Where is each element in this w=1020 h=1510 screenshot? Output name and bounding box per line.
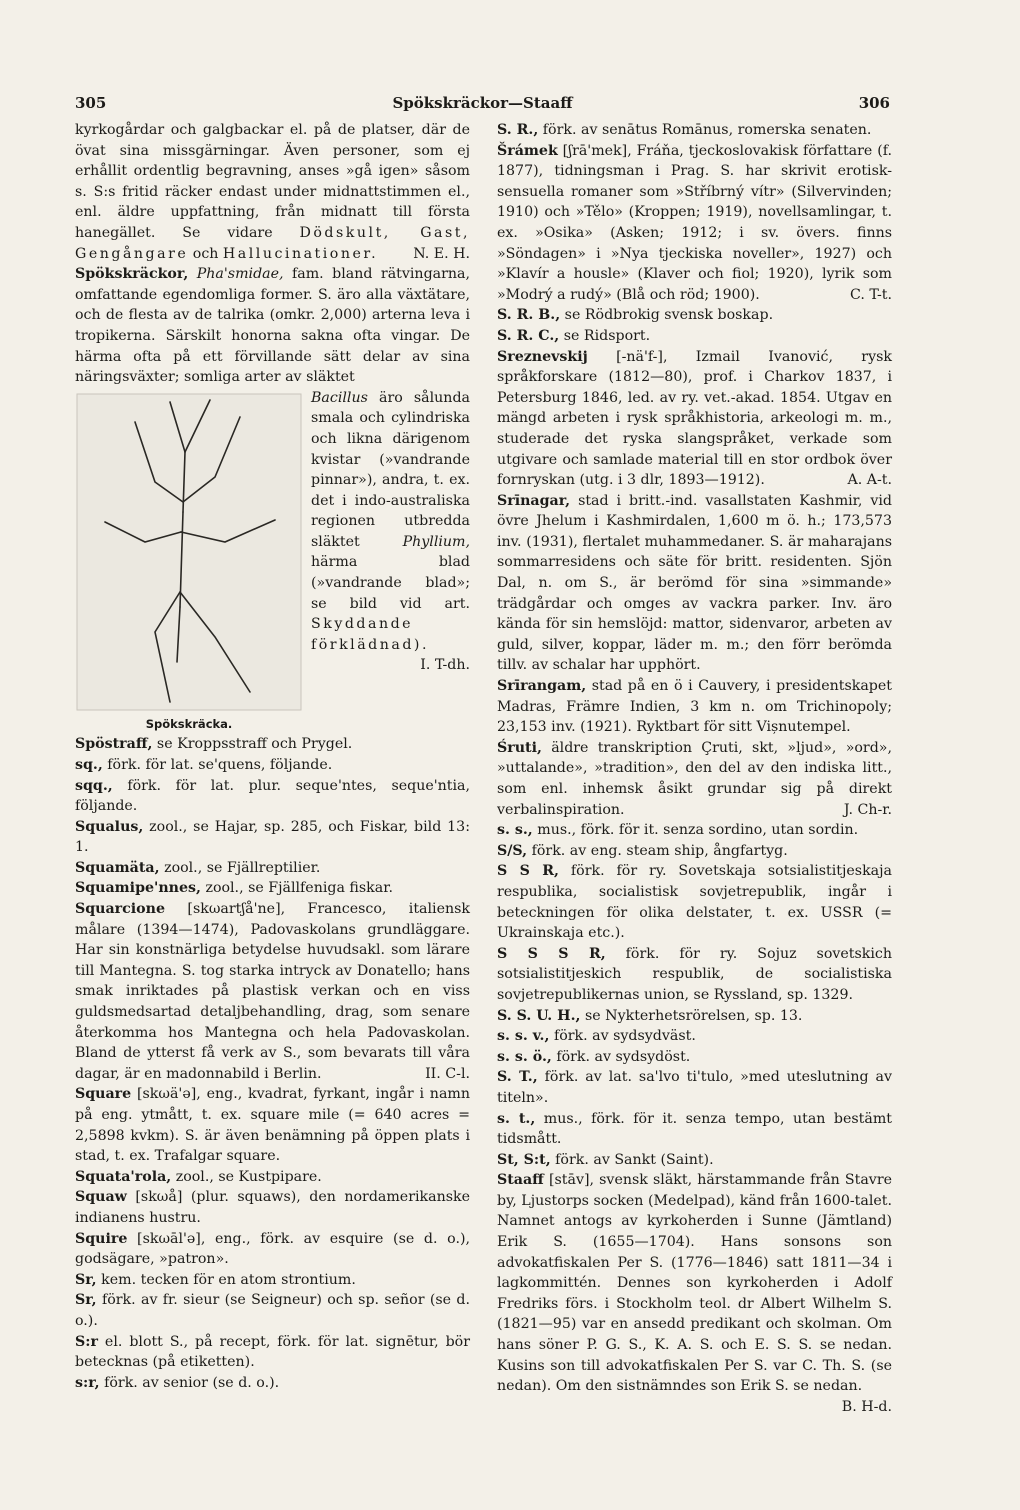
dictionary-entry (497, 141, 892, 306)
entry-text: förk. för lat. se'quens, följande. (102, 756, 333, 773)
left-column (75, 120, 470, 1393)
dictionary-entry (75, 1084, 470, 1166)
entry-headword: S. R. C., (497, 327, 560, 344)
entry-headword: s. t., (497, 1110, 536, 1127)
entry-headword: S S R, (497, 863, 559, 880)
dictionary-entry (497, 1150, 892, 1171)
entry-text: zool., se Fjällfeniga fiskar. (200, 880, 393, 897)
dictionary-entry (75, 776, 470, 817)
dictionary-entry (497, 1047, 892, 1068)
entry-text: äldre transkription Çruti, skt, »ljud», »ord», »uttalande», »tradition», den del av den indiska litt., som enl. inhemsk åsikt grundar sig på direkt verbalinspiration. (497, 739, 892, 818)
entry-headword: Srīrangam, (497, 678, 587, 695)
entry-headword: sqq., (75, 777, 113, 794)
dictionary-entry (497, 491, 892, 676)
entry-text: förk. av sydsydöst. (551, 1048, 691, 1065)
dictionary-entry (497, 841, 892, 862)
dictionary-entry (75, 1373, 470, 1394)
entry-text: förk. av sydsydväst. (549, 1028, 696, 1045)
entry-text: förk. av Sankt (Saint). (550, 1151, 714, 1168)
signature: J. Ch-r. (843, 801, 892, 818)
entry-headword: Spöstraff, (75, 736, 153, 753)
entry-headword: Srīnagar, (497, 492, 571, 509)
stick-insect-illustration (75, 392, 303, 712)
entry-text: förk. av lat. sa'lvo ti'tulo, »med uteslutning av titeln». (497, 1069, 892, 1106)
entry-headword: S:r (75, 1333, 98, 1350)
entry-headword: S S S R, (497, 945, 606, 962)
entry-headword: s. s., (497, 822, 533, 839)
dictionary-entry (75, 1332, 470, 1373)
entry-text: se Rödbrokig svensk boskap. (560, 307, 774, 324)
page-number-right: 306 (858, 94, 890, 112)
dictionary-entry (497, 820, 892, 841)
dictionary-entry (497, 1067, 892, 1108)
dictionary-entry (497, 676, 892, 738)
entry-headword: Squamäta, (75, 859, 160, 876)
dictionary-entry (497, 120, 892, 141)
dictionary-entry (75, 734, 470, 755)
entry-text: [skωāl'ə], eng., förk. av esquire (se d. o.), godsägare, »patron». (75, 1230, 470, 1268)
left-entry-list (75, 734, 470, 1393)
entry-text: [skωartʃå'ne], Francesco, italiensk målare (1394—1474), Padovaskolans grundläggare. Har sin konstnärliga betydelse huvudsakl. som lärare till Mantegna. S. tog starka intryck av Donatello; hans smak inriktades på plastisk verkan och en viss guldsmedsartad detaljbehandling, drag, som senare återkomma hos Mantegna och hela Padovaskolan. Bland de ytterst få verk av S., som bevarats till våra dagar, är en madonnabild i Berlin. (75, 901, 470, 1082)
entry-headword: S. R., (497, 122, 539, 138)
entry-headword: Squalus, (75, 818, 144, 835)
signature: I. T-dh. (420, 657, 470, 674)
dictionary-entry (75, 1167, 470, 1188)
entry-headword: Sr, (75, 1292, 97, 1309)
dictionary-entry (75, 755, 470, 776)
signature: B. H-d. (841, 1398, 892, 1415)
entry-spoken: kyrkogårdar och galgbackar el. på de platser, där de övat sina missgärningar. Även personer, som ej erhållit ordentlig begravning, anses »gå igen» såsom s. S:s fritid räcker endast under midnattstimmen el., enl. äldre uppfattning, från midnatt till första hanegället. Se vidare Dödskult, Gast, Gengångare och Hallucinationer. N. E. H. (75, 120, 470, 264)
entry-headword: sq., (75, 756, 103, 773)
entry-text: mus., förk. för it. senza tempo, utan bestämt tidsmått. (497, 1110, 892, 1148)
dictionary-entry (497, 326, 892, 347)
dictionary-entry (497, 1109, 892, 1150)
entry-headword: Staaff (497, 1172, 544, 1189)
entry-headword: Squire (75, 1230, 128, 1247)
entry-text: [ʃrā'mek], Fráňa, tjeckoslovakisk författare (f. 1877), tidningsman i Prag. S. har skrivit erotisk-sensuella romaner som »Stříbrný vítr» (Silvervinden; 1910) och »Tělo» (Kroppen; 1919), novellsamlingar, t. ex. »Osika» (Asken; 1912; i sv. övers. finns »Söndagen» i »Nya tjeckiska noveller», 1927) och »Klavír a housle» (Klaver och fiol; 1920), lyrik som »Modrý a rudý» (Blå och röd; 1900). (497, 142, 892, 303)
entry-headword: Squaw (75, 1189, 127, 1206)
entry-spokskrackor: Spökskräckor, Pha'smidae, fam. bland rätvingarna, omfattande egendomliga former. S. äro alla växtätare, och de flesta av de talrika (omkr. 2,000) arterna leva i tropikerna. Särskilt honorna sakna ofta vingar. De härma ofta på ett förvillande sätt delar av sina näringsväxter; somliga arter av släktet (75, 266, 470, 386)
entry-text: [-nä'f-], Izmail Ivanović, rysk språkforskare (1812—80), prof. i Charkov 1837, i Petersburg 1846, led. av ry. vet.-akad. 1854. Utgav en mängd arbeten i rysk språkhistoria, arkeologi m. m., studerade det ryska slangspråket, verkade som utgivare och samlade material till en stor ordbok över fornryskan (utg. i 3 dlr, 1893—1912). (497, 348, 892, 489)
signature: N. E. H. (413, 245, 470, 262)
signature: C. T-t. (849, 286, 892, 303)
entry-text: stad i britt.-ind. vasallstaten Kashmir, vid övre Jhelum i Kashmirdalen, 1,600 m ö. h.; 173,573 inv. (1931), flertalet muhammedaner. S. är maharajans sommarresidens och säte för britt. residenten. Sjön Dal, n. om S., är berömd för sina »simmande» trädgårdar och omges av vackra parker. Inv. äro kända för sin hemslöjd: mattor, sidenvaror, arbeten av guld, silver, koppar, läder m. m.; den förr berömda tillv. av schalar har upphört. (497, 492, 892, 674)
entry-text: förk. av senātus Romānus, romerska senaten. (538, 122, 872, 138)
entry-text: förk. av fr. sieur (se Seigneur) och sp. señor (se d. o.). (75, 1292, 470, 1329)
dictionary-entry (497, 1006, 892, 1027)
dictionary-entry (75, 1270, 470, 1291)
dictionary-entry (75, 899, 470, 1084)
entry-text: zool., se Kustpipare. (171, 1168, 322, 1185)
entry-headword: Squarcione (75, 901, 165, 918)
entry-text: förk. för ry. Sojuz sovetskich sotsialistitjeskich respublik, de socialistiska sovjetrepublikernas union, se Ryssland, sp. 1329. (497, 945, 892, 1003)
right-column (497, 120, 892, 1417)
dictionary-entry (497, 861, 892, 943)
entry-text: mus., förk. för it. senza sordino, utan sordin. (532, 822, 859, 839)
running-title: Spökskräckor—Staaff (392, 94, 573, 112)
entry-headword: s:r, (75, 1374, 100, 1391)
entry-text: zool., se Hajar, sp. 285, och Fiskar, bild 13: 1. (75, 818, 470, 856)
dictionary-entry (497, 305, 892, 326)
entry-text: se Nykterhetsrörelsen, sp. 13. (580, 1007, 803, 1024)
right-entry-list (497, 120, 892, 1415)
dictionary-entry (497, 738, 892, 820)
dictionary-entry (497, 347, 892, 491)
dictionary-entry (75, 858, 470, 879)
entry-headword: Šrámek (497, 142, 558, 159)
entry-headword: Sreznevskij (497, 348, 588, 365)
entry-text: el. blott S., på recept, förk. för lat. signētur, bör betecknas (på etiketten). (75, 1333, 470, 1371)
entry-text: [skωå] (plur. squaws), den nordamerikanske indianens hustru. (75, 1189, 470, 1226)
entry-headword: Śruti, (497, 739, 542, 756)
entry-headword: Square (75, 1086, 132, 1103)
entry-text: [skωä'ə], eng., kvadrat, fyrkant, ingår i namn på eng. ytmått, t. ex. square mile (= 640 acres = 2,5898 kvkm). S. är även benämning på öppen plats i stad, t. ex. Trafalgar square. (75, 1086, 470, 1165)
page-number-left: 305 (75, 94, 107, 112)
entry-headword: Squamipe'nnes, (75, 880, 201, 897)
stick-insect-figure (75, 392, 303, 735)
dictionary-entry (75, 1187, 470, 1228)
entry-headword: S. R. B., (497, 307, 561, 324)
dictionary-entry (497, 1026, 892, 1047)
entry-headword: S. T., (497, 1069, 538, 1086)
entry-text: förk. för ry. Sovetskaja sotsialistitjeskaja respublika, socialistisk sovjetrepublik, ingår i beteckningen för olika delstater, t. ex. USSR (= Ukrainskaja etc.). (497, 863, 892, 942)
page-header (75, 94, 890, 112)
entry-text: förk. för lat. plur. seque'ntes, seque'ntia, följande. (75, 777, 470, 815)
entry-headword: Squata'rola, (75, 1168, 172, 1185)
entry-text: se Kroppsstraff och Prygel. (152, 736, 353, 753)
entry-text: förk. av senior (se d. o.). (99, 1374, 280, 1391)
signature: A. A-t. (847, 472, 892, 489)
dictionary-entry (497, 1170, 892, 1415)
entry-text: se Ridsport. (559, 327, 651, 344)
entry-headword: St, S:t, (497, 1151, 551, 1168)
entry-text: [stāv], svensk släkt, härstammande från Stavre by, Ljustorps socken (Medelpad), känd från 1600-talet. Namnet antogs av kyrkoherden i Sunne (Jämtland) Erik S. (1655—1704). Hans sonsons son advokatfiskalen Per S. (1776—1846) satt 1811—34 i lagkommittén. Dennes son kyrkoherden i Adolf Fredriks förs. i Stockholm teol. dr Albert Wilhelm S. (1821—95) var en ansedd predikant och skolman. Om hans söner P. G. S., K. A. S. och E. S. S. se nedan. Kusins son till advokatfiskalen Per S. var C. Th. S. (se nedan). Om den sistnämndes son Erik S. se nedan. (497, 1172, 892, 1395)
dictionary-entry (75, 1290, 470, 1331)
entry-headword: s. s. v., (497, 1028, 550, 1045)
dictionary-entry (75, 817, 470, 858)
entry-headword: Sr, (75, 1271, 97, 1288)
entry-text: zool., se Fjällreptilier. (159, 859, 321, 876)
entry-headword: S/S, (497, 842, 528, 859)
entry-spokskrackor-cont: Bacillus äro sålunda smala och cylindriska och likna därigenom kvistar (»vandrande pinnar»), andra, t. ex. det i indo-australiska regionen utbredda släktet Phyllium, härma blad (»vandrande blad»; se bild vid art. Skyddande förklädnad). I. T-dh. (75, 388, 470, 656)
entry-headword: s. s. ö., (497, 1048, 552, 1065)
figure-caption: Spökskräcka. (145, 716, 233, 731)
dictionary-entry (75, 878, 470, 899)
signature: II. C-l. (425, 1065, 470, 1082)
entry-text: stad på en ö i Cauvery, i presidentskapet Madras, Främre Indien, 3 km n. om Trichinopoly; 23,153 inv. (1921). Ryktbart för sitt Vișnutempel. (497, 678, 892, 736)
entry-text: kem. tecken för en atom strontium. (96, 1271, 356, 1288)
entry-text: förk. av eng. steam ship, ångfartyg. (527, 842, 788, 859)
dictionary-entry (75, 1229, 470, 1270)
dictionary-entry (497, 944, 892, 1006)
entry-headword: S. S. U. H., (497, 1007, 581, 1024)
